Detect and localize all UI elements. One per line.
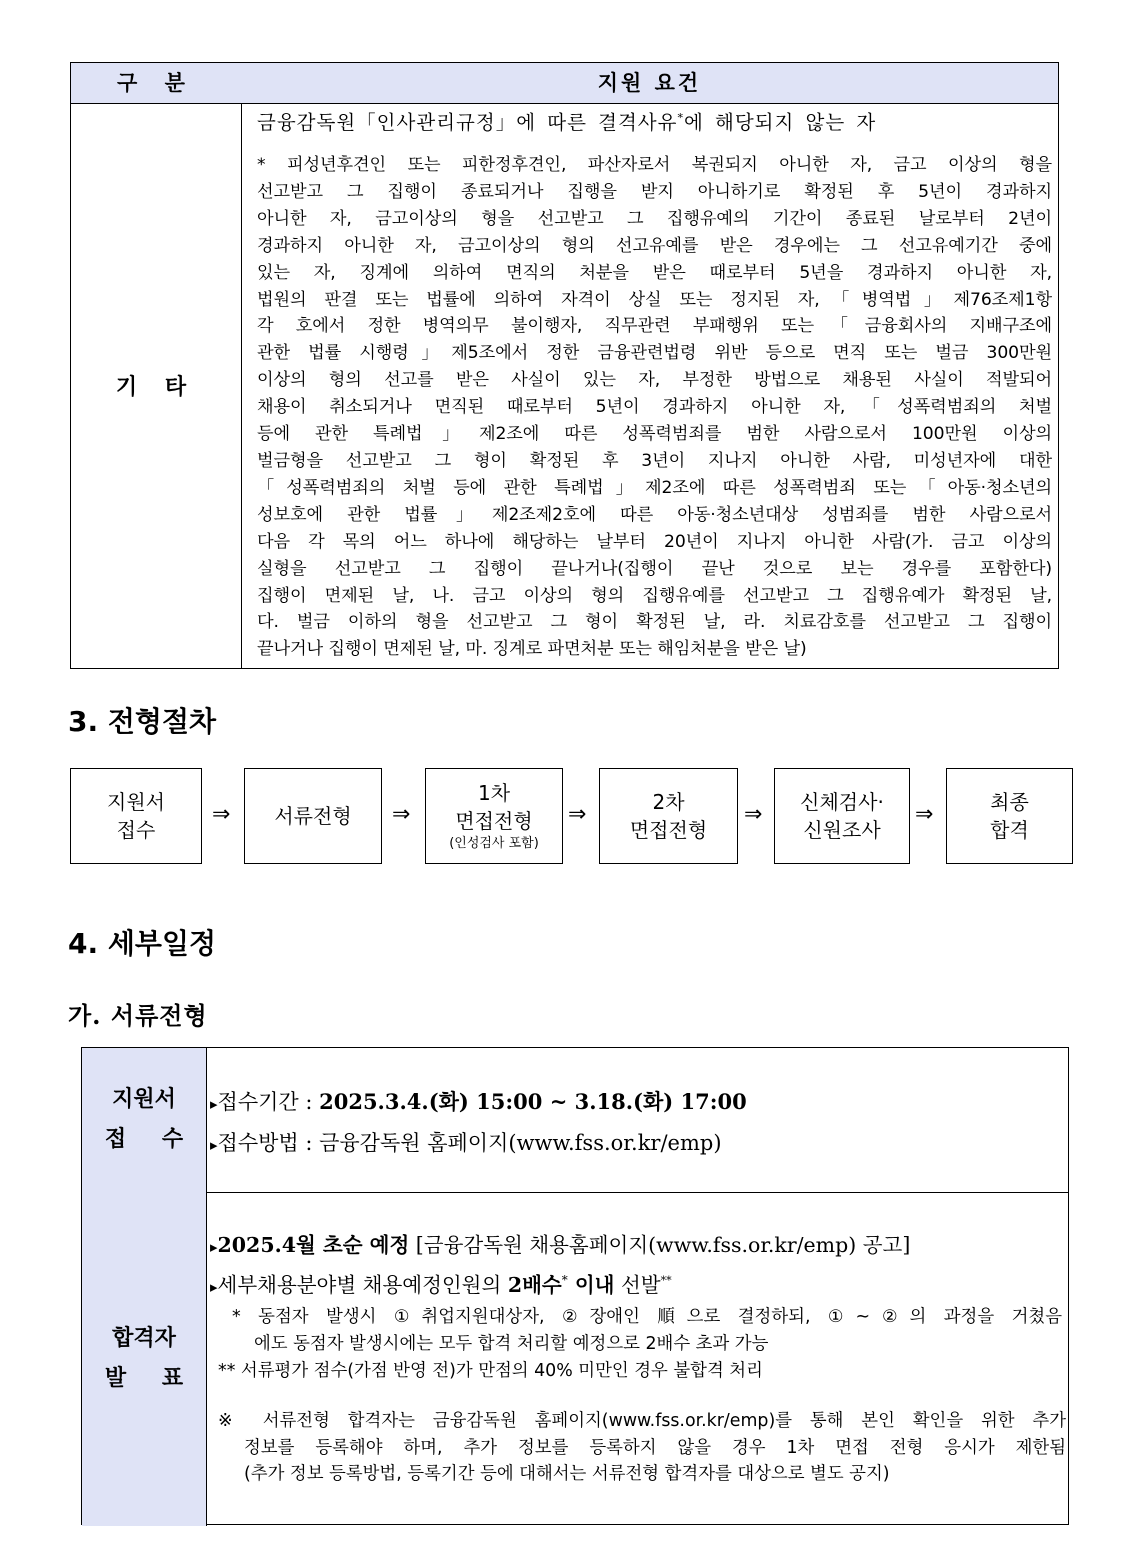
- step-second-interview: 2차 면접전형: [599, 768, 738, 864]
- bullet-icon: ▸: [210, 1238, 218, 1256]
- additional-info-note: ※ 서류전형 합격자는 금융감독원 홈페이지(www.fss.or.kr/emp)를 통해 본인 확인을 위한 추가 정보를 등록해야 하며, 추가 정보를 등록하지 않을 경우 1차 면접 전형 응시가 제한됨 (추가 정보 등록방법, 등록기간 등에 대해서는 서류전형 합격자를 대상으로 별도 공지): [218, 1411, 1066, 1484]
- requirements-body: [257, 103, 1052, 668]
- subsection-title: 가. 서류전형: [68, 1001, 208, 1030]
- bullet-icon: ▸: [210, 1095, 218, 1113]
- application-method: ▸접수방법 : 금융감독원 홈페이지(www.fss.or.kr/emp): [210, 1131, 722, 1155]
- section-3-title: 3. 전형절차: [68, 705, 217, 738]
- row-divider: [206, 1192, 1068, 1193]
- arrow-icon: ⇒: [744, 802, 763, 827]
- arrow-icon: ⇒: [392, 802, 411, 827]
- application-period: ▸접수기간 : 2025.3.4.(화) 15:00 ~ 3.18.(화) 17:00: [210, 1089, 747, 1114]
- schedule-table: [81, 1047, 1069, 1525]
- selection-rule: ▸세부채용분야별 채용예정인원의 2배수* 이내 선발**: [210, 1273, 672, 1297]
- step-first-interview: 1차 면접전형 (인성검사 포함): [425, 768, 563, 864]
- announcement-date: ▸2025.4월 초순 예정 [금융감독원 채용홈페이지(www.fss.or.kr/emp) 공고]: [210, 1233, 911, 1257]
- label-application: 지원서 접 수: [82, 1048, 207, 1193]
- tie-break-note: * 동점자 발생시 ①취업지원대상자, ②장애인 順으로 결정하되, ①~②의 과정을 거쳤음 에도 동점자 발생시에는 모두 합격 처리할 예정으로 2배수 초과 가능: [232, 1307, 1062, 1354]
- label-announcement: 합격자 발 표: [82, 1192, 207, 1526]
- bullet-icon: ▸: [210, 1278, 218, 1296]
- header-category: 구 분: [71, 63, 242, 104]
- disqualification-main: 금융감독원「인사관리규정」에 따른 결격사유*에 해당되지 않는 자: [257, 111, 877, 134]
- step-application: 지원서 접수: [70, 768, 202, 864]
- disqualification-note: * 피성년후견인 또는 피한정후견인, 파산자로서 복권되지 아니한 자, 금고 이상의 형을 선고받고 그 집행이 종료되거나 집행을 받지 아니하기로 확정된 후 5년이 경과하지 아니한 자, 금고이상의 형을 선고받고 그 집행유예의 기간이 종료된 날로부터 2년이 경과하지 아니한 자, 금고이상의 형의 선고유예를 받은 경우에는 그 선고유예기간 중에 있는 자, 징계에 의하여 면직의 처분을 받은 때로부터 5년을 경과하지 아니한 자, 법원의 판결 또는 법률에 의하여 자격이 상실 또는 정지된 자,「병역법」제76조제1항 각 호에서 정한 병역의무 불이행자, 직무관련 부패행위 또는「금융회사의 지배구조에 관한 법률 시행령」제5조에서 정한 금융관련법령 위반 등으로 면직 또는 벌금 300만원 이상의 형의 선고를 받은 사실이 있는 자, 부정한 방법으로 채용된 사실이 적발되어 채용이 취소되거나 면직된 때로부터 5년이 경과하지 아니한 자,「성폭력범죄의 처벌 등에 관한 특례법」제2조에 따른 성폭력범죄를 범한 사람으로서 100만원 이상의 벌금형을 선고받고 그 형이 확정된 후 3년이 지나지 아니한 사람, 미성년자에 대한 「성폭력범죄의 처벌 등에 관한 특례법」제2조에 따른 성폭력범죄 또는「아동‧청소년의 성보호에 관한 법률」제2조제2호에 따른 아동‧청소년대상 성범죄를 범한 사람으로서 다음 각 목의 어느 하나에 해당하는 날부터 20년이 지나지 아니한 사람(가. 금고 이상의 실형을 선고받고 그 집행이 끝나거나(집행이 끝난 것으로 보는 경우를 포함한다) 집행이 면제된 날, 나. 금고 이상의 형의 집행유예를 선고받고 그 집행유예가 확정된 날, 다. 벌금 이하의 형을 선고받고 그 형이 확정된 날, 라. 치료감호를 선고받고 그 집행이 끝나거나 집행이 면제된 날, 마. 징계로 파면처분 또는 해임처분을 받은 날): [257, 155, 1052, 660]
- step-final-pass: 최종 합격: [946, 768, 1073, 864]
- step-physical-background-check: 신체검사· 신원조사: [774, 768, 910, 864]
- bullet-icon: ▸: [210, 1136, 218, 1154]
- arrow-icon: ⇒: [915, 802, 934, 827]
- requirements-table: [70, 62, 1059, 669]
- header-requirements: 지원 요건: [241, 63, 1058, 104]
- score-threshold-note: ** 서류평가 점수(가점 반영 전)가 만점의 40% 미만인 경우 불합격 처리: [218, 1361, 763, 1381]
- arrow-icon: ⇒: [568, 802, 587, 827]
- section-4-title: 4. 세부일정: [68, 927, 217, 960]
- category-etc: 기 타: [71, 103, 242, 668]
- step-document-screening: 서류전형: [244, 768, 382, 864]
- arrow-icon: ⇒: [212, 802, 231, 827]
